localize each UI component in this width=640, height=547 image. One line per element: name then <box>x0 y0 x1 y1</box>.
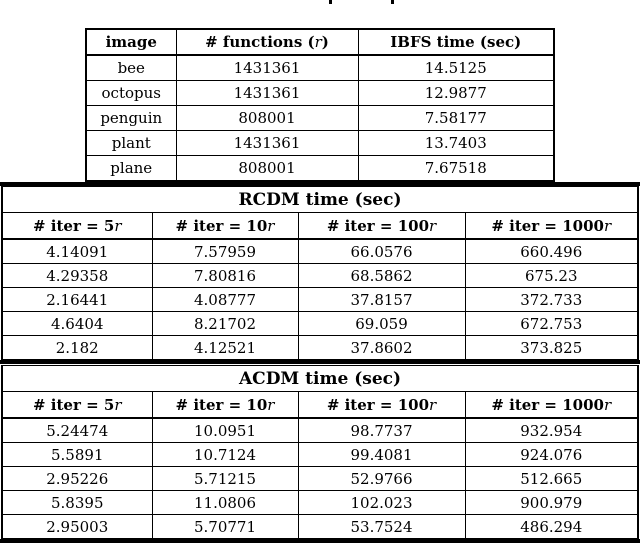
acdm-table <box>1 365 639 539</box>
column-header-var: r <box>114 395 122 414</box>
table-cell: 11.0806 <box>152 491 298 515</box>
column-header-iter-1000r <box>465 392 638 419</box>
table-cell: 5.24474 <box>2 418 152 443</box>
table-cell: 2.16441 <box>2 288 152 312</box>
table-cell: 13.7403 <box>358 131 554 156</box>
column-header-iter-5r <box>2 392 152 419</box>
table-cell: octopus <box>86 81 176 106</box>
table-cell: 14.5125 <box>358 55 554 81</box>
table-cell: 10.0951 <box>152 418 298 443</box>
table-cell: 675.23 <box>465 264 638 288</box>
table-cell: 99.4081 <box>298 443 465 467</box>
table-cell: 98.7737 <box>298 418 465 443</box>
table-row <box>86 106 554 131</box>
table-cell: 68.5862 <box>298 264 465 288</box>
column-header-text: # iter = 1000 <box>491 395 604 414</box>
column-header-text: # iter = 100 <box>326 216 429 235</box>
column-header-iter-10r <box>152 213 298 240</box>
table-cell: 7.80816 <box>152 264 298 288</box>
column-header-text: # iter = 10 <box>175 216 268 235</box>
column-header-iter-100r <box>298 392 465 419</box>
table-row <box>2 264 638 288</box>
column-header-image: image <box>86 29 176 55</box>
table-row <box>2 418 638 443</box>
column-header-text: # iter = 1000 <box>491 216 604 235</box>
table-cell: 1431361 <box>176 55 358 81</box>
column-header-text: # iter = 100 <box>326 395 429 414</box>
table-row <box>86 81 554 106</box>
cropped-caption-fragment <box>329 0 332 4</box>
table-row <box>86 156 554 182</box>
table-cell: 4.29358 <box>2 264 152 288</box>
table-cell: penguin <box>86 106 176 131</box>
table-cell: 5.71215 <box>152 467 298 491</box>
column-header-var: r <box>267 395 275 414</box>
table-header-row <box>2 213 638 240</box>
table-cell: 672.753 <box>465 312 638 336</box>
table-cell: 5.5891 <box>2 443 152 467</box>
table-row <box>2 336 638 360</box>
table-cell: 512.665 <box>465 467 638 491</box>
table-cell: 924.076 <box>465 443 638 467</box>
column-header-var: r <box>603 216 612 235</box>
table-cell: 7.67518 <box>358 156 554 182</box>
table-cell: 52.9766 <box>298 467 465 491</box>
table-cell: 660.496 <box>465 239 638 264</box>
table-cell: plant <box>86 131 176 156</box>
table-cell: 10.7124 <box>152 443 298 467</box>
column-header-var: r <box>429 216 437 235</box>
column-header-var: r <box>114 216 122 235</box>
acdm-table-title: ACDM time (sec) <box>2 366 638 392</box>
table-row <box>2 312 638 336</box>
table-cell: 4.6404 <box>2 312 152 336</box>
table-row <box>2 239 638 264</box>
thick-rule <box>0 539 640 543</box>
table-header-row <box>86 29 554 55</box>
table-cell: 2.182 <box>2 336 152 360</box>
rcdm-table-title: RCDM time (sec) <box>2 187 638 213</box>
table-cell: 37.8602 <box>298 336 465 360</box>
table-row <box>2 288 638 312</box>
table-row <box>2 443 638 467</box>
column-header-var: r <box>314 33 322 51</box>
table-row <box>2 515 638 539</box>
table-cell: 37.8157 <box>298 288 465 312</box>
table-cell: 2.95226 <box>2 467 152 491</box>
column-header-var: r <box>429 395 437 414</box>
table-cell: 932.954 <box>465 418 638 443</box>
column-header-ibfs: IBFS time (sec) <box>358 29 554 55</box>
table-cell: 53.7524 <box>298 515 465 539</box>
table-header-row <box>2 392 638 419</box>
table-cell: 372.733 <box>465 288 638 312</box>
table-cell: plane <box>86 156 176 182</box>
column-header-text: # iter = 5 <box>33 395 115 414</box>
table-row <box>86 55 554 81</box>
column-header-iter-1000r <box>465 213 638 240</box>
table-row <box>86 131 554 156</box>
column-header-var: r <box>603 395 612 414</box>
table-cell: 7.58177 <box>358 106 554 131</box>
table-cell: 1431361 <box>176 81 358 106</box>
table-cell: 4.08777 <box>152 288 298 312</box>
column-header-functions <box>176 29 358 55</box>
column-header-iter-10r <box>152 392 298 419</box>
table-cell: 8.21702 <box>152 312 298 336</box>
thick-rule <box>0 360 640 364</box>
table-cell: 66.0576 <box>298 239 465 264</box>
column-header-var: r <box>267 216 275 235</box>
column-header-iter-100r <box>298 213 465 240</box>
table-cell: 1431361 <box>176 131 358 156</box>
column-header-text: # iter = 10 <box>175 395 268 414</box>
table-cell: 486.294 <box>465 515 638 539</box>
table-cell: 4.12521 <box>152 336 298 360</box>
rcdm-table <box>1 186 639 360</box>
column-header-text: # iter = 5 <box>33 216 115 235</box>
table-row <box>2 467 638 491</box>
column-header-iter-5r <box>2 213 152 240</box>
table-cell: 4.14091 <box>2 239 152 264</box>
table-cell: 7.57959 <box>152 239 298 264</box>
table-cell: 12.9877 <box>358 81 554 106</box>
table-cell: 373.825 <box>465 336 638 360</box>
cropped-caption-fragment <box>391 0 394 4</box>
table-cell: 808001 <box>176 156 358 182</box>
table-cell: 102.023 <box>298 491 465 515</box>
table-cell: 5.70771 <box>152 515 298 539</box>
table-cell: 2.95003 <box>2 515 152 539</box>
column-header-text: # functions ( <box>205 33 315 51</box>
table-cell: 5.8395 <box>2 491 152 515</box>
column-header-text: ) <box>321 33 329 51</box>
table-cell: 808001 <box>176 106 358 131</box>
table-title-row <box>2 366 638 392</box>
image-ibfs-table <box>85 28 555 182</box>
table-cell: 69.059 <box>298 312 465 336</box>
table-title-row <box>2 187 638 213</box>
table-cell: bee <box>86 55 176 81</box>
table-row <box>2 491 638 515</box>
table-cell: 900.979 <box>465 491 638 515</box>
